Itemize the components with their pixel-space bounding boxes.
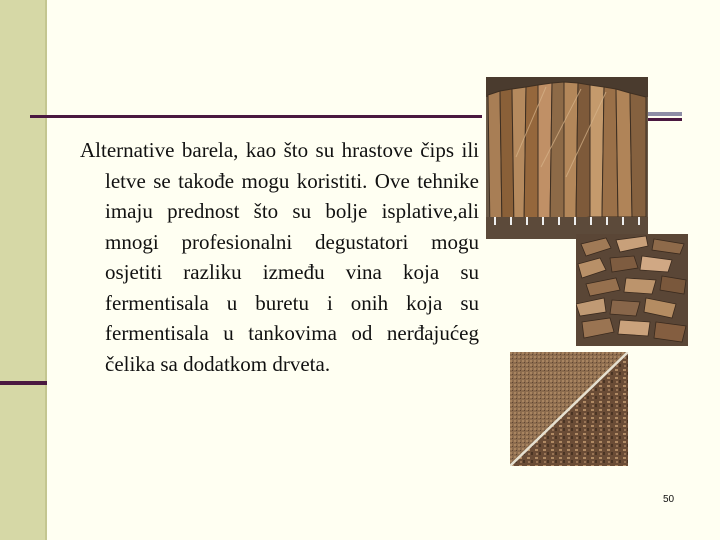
oak-staves-photo <box>486 77 648 239</box>
oak-granules-photo <box>510 352 628 466</box>
page-number: 50 <box>663 494 675 505</box>
left-band-divider <box>0 381 47 385</box>
left-decorative-band <box>0 0 47 540</box>
title-divider-line-right <box>648 118 682 121</box>
left-band-shadow <box>45 0 47 540</box>
title-divider-line <box>30 115 482 118</box>
oak-chips-photo <box>576 234 688 346</box>
body-paragraph: Alternative barela, kao što su hrastove čips ili letve se takođe mogu koristiti. Ove tehnike imaju prednost što su bolje isplative,ali mnogi profesionalni degustatori mogu osjetiti razliku između vina koja su fermentisala u buretu i onih koja su fermentisala u tankovima od nerđajućeg čelika sa dodatkom drveta. <box>80 138 479 376</box>
title-divider-accent <box>648 112 682 116</box>
